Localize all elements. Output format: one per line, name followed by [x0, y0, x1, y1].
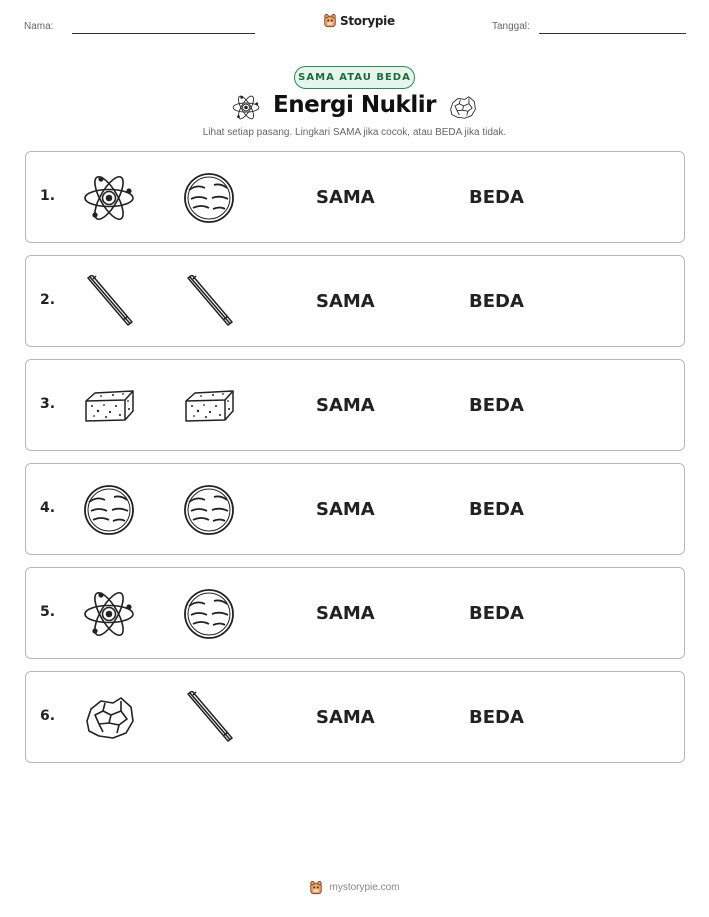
sphere-icon: [181, 171, 237, 225]
instructions: Lihat setiap pasang. Lingkari SAMA jika cocok, atau BEDA jika tidak.: [202, 127, 507, 138]
option-same[interactable]: SAMA: [316, 291, 375, 312]
date-label: Tanggal:: [492, 21, 530, 32]
question-number: 6.: [40, 708, 56, 724]
option-different[interactable]: BEDA: [469, 187, 524, 208]
option-different[interactable]: BEDA: [469, 395, 524, 416]
block-icon: [181, 379, 237, 433]
option-different[interactable]: BEDA: [469, 499, 524, 520]
question-number: 2.: [40, 292, 56, 308]
question-row: [25, 359, 685, 451]
brand-name: Storypie: [340, 13, 395, 28]
atom-icon: [81, 587, 137, 641]
option-same[interactable]: SAMA: [316, 707, 375, 728]
activity-badge: SAMA ATAU BEDA: [294, 66, 415, 89]
question-row: [25, 567, 685, 659]
sphere-icon: [81, 483, 137, 537]
sphere-icon: [181, 587, 237, 641]
name-line[interactable]: [72, 33, 255, 34]
option-same[interactable]: SAMA: [316, 499, 375, 520]
option-different[interactable]: BEDA: [469, 707, 524, 728]
footer: [0, 880, 709, 895]
question-number: 5.: [40, 604, 56, 620]
option-same[interactable]: SAMA: [316, 395, 375, 416]
option-different[interactable]: BEDA: [469, 291, 524, 312]
question-number: 3.: [40, 396, 56, 412]
mascot-icon: [309, 880, 323, 895]
rock-icon: [447, 93, 478, 122]
title-row: [0, 92, 709, 124]
question-row: [25, 255, 685, 347]
question-row: [25, 463, 685, 555]
rod-icon: [81, 275, 137, 329]
question-number: 4.: [40, 500, 56, 516]
question-row: [25, 151, 685, 243]
rock-icon: [81, 691, 137, 745]
option-same[interactable]: SAMA: [316, 187, 375, 208]
rod-icon: [181, 275, 237, 329]
rod-icon: [181, 691, 237, 745]
option-different[interactable]: BEDA: [469, 603, 524, 624]
mascot-icon: [323, 13, 337, 28]
sphere-icon: [181, 483, 237, 537]
footer-url: mystorypie.com: [329, 882, 400, 893]
question-number: 1.: [40, 188, 56, 204]
date-line[interactable]: [539, 33, 686, 34]
name-label: Nama:: [24, 21, 54, 32]
brand-logo: [323, 13, 395, 28]
block-icon: [81, 379, 137, 433]
atom-icon: [81, 171, 137, 225]
option-same[interactable]: SAMA: [316, 603, 375, 624]
question-row: [25, 671, 685, 763]
page-title: Energi Nuklir: [273, 92, 436, 118]
